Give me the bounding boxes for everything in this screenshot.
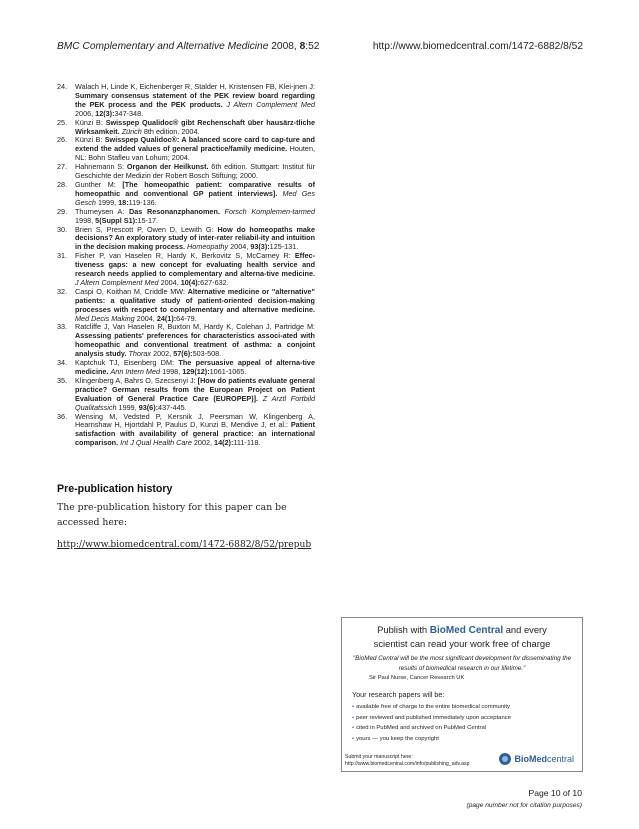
reference-number: 36. — [57, 411, 68, 421]
reference-text — [75, 83, 315, 119]
reference-number: 28. — [57, 179, 68, 189]
ad-headline-line2: scientist can read your work free of charge — [373, 638, 551, 649]
reference-year: 1999, — [118, 402, 139, 412]
reference-journal: Int J Qual Health Care — [120, 438, 194, 448]
reference-item — [57, 163, 315, 181]
reference-pages: 627-632. — [200, 277, 229, 287]
page-footer — [467, 788, 582, 809]
reference-number: 34. — [57, 358, 68, 368]
reference-pages: 119-136. — [128, 197, 157, 207]
reference-year: 2002, — [193, 438, 215, 448]
year: 2008 — [271, 41, 294, 52]
reference-pages: 64-79. — [176, 313, 197, 323]
ad-quote: "BioMed Central will be the most significant development for disseminating the results of biomedical research in our lifetime." — [352, 655, 572, 672]
reference-title: Swisspep Qualidoc®: A balanced score card to cap-ture and extend the added values of general practice/family medicine. — [75, 135, 315, 154]
reference-title: [How do patients evaluate general practice? German results from the European Project on Patient Evaluation of General Practice Care (EUROPEP)]. — [75, 375, 315, 403]
reference-title: Organon der Heilkunst. — [126, 162, 212, 172]
reference-year: 2004, — [230, 242, 251, 252]
prepub-text: The pre-publication history for this paper can be accessed here: — [57, 502, 287, 528]
reference-text — [75, 413, 315, 449]
bullet-icon: • — [352, 725, 355, 732]
reference-year: 1998, — [75, 215, 96, 225]
reference-title: Patient satisfaction with availability of general practice: an international comparison. — [75, 420, 315, 448]
logo-icon — [499, 753, 511, 765]
reference-vol: 57(6): — [173, 349, 193, 359]
volume: 8 — [299, 41, 306, 52]
reference-number: 35. — [57, 375, 68, 385]
bullet-icon: • — [352, 714, 355, 721]
reference-authors: Kaptchuk TJ, Eisenberg DM: — [75, 358, 179, 368]
reference-text — [75, 119, 315, 137]
reference-pages: 503-508. — [192, 349, 222, 359]
reference-text — [75, 136, 315, 163]
reference-year: 2004, — [160, 277, 181, 287]
reference-item — [57, 288, 315, 324]
reference-pages: 125-131. — [269, 242, 299, 252]
reference-text — [75, 226, 315, 253]
reference-title: Alternative medicine or "alternative" patients: a qualitative study of patient-oriented decision-making processes with respect to complementary and alternative medicine. — [75, 286, 315, 314]
reference-authors: Walach H, Linde K, Eichenberger R, Stalder H, Kristensen FB, Klei-jnen J: — [75, 82, 315, 91]
reference-authors: Ratcliffe J, Van Haselen R, Buxton M, Hardy K, Colehan J, Partridge M: — [75, 322, 315, 332]
reference-authors: Hahnemann S: — [75, 162, 127, 172]
reference-pages: 1061-1065. — [209, 367, 247, 376]
reference-authors: Fisher P, van Haselen R, Hardy K, Berkovitz S, McCarney R: — [75, 251, 295, 261]
ad-lead: Your research papers will be: — [352, 690, 445, 699]
reference-number: 30. — [57, 224, 68, 234]
reference-vol: 24(1): — [156, 313, 177, 323]
reference-title: Assessing patients' preferences for characteristics associ-ated with homeopathic and conventional treatment of asthma: a conjoint analysis study. — [75, 331, 315, 359]
reference-vol: 93(6): — [138, 402, 159, 412]
reference-title: Effec-tiveness gaps: a new concept for evaluating health service and research needs applied to complementary and alterna-tive medicine. — [75, 251, 315, 279]
reference-pages: 111-118. — [233, 438, 261, 448]
ad-bullet: • available free of charge to the entire biomedical community — [352, 704, 510, 710]
reference-text — [75, 323, 315, 359]
reference-pages: 8th edition. 2004. — [143, 126, 200, 136]
reference-number: 32. — [57, 286, 68, 296]
journal-citation: BMC Complementary and Alternative Medicine 2008, 8:52 — [57, 41, 320, 52]
reference-text — [75, 252, 315, 288]
ad-headline: Publish with BioMed Central and every scientist can read your work free of charge — [373, 624, 551, 649]
ad-attribution: Sir Paul Nurse, Cancer Research UK — [369, 675, 465, 681]
ad-submit-label: Submit your manuscript here: — [345, 754, 413, 760]
reference-journal: Ann Intern Med — [110, 367, 163, 376]
reference-text — [75, 288, 315, 324]
page-number: Page 10 of 10 — [528, 788, 582, 798]
reference-journal: Z Arztl Fortbild Qualitatssich — [75, 393, 315, 412]
reference-pages: Houten, NL: Bohn Stafleu van Lohum; 2004. — [75, 144, 315, 163]
citation-note: (page number not for citation purposes) — [466, 802, 582, 809]
ad-bullet: • yours — you keep the copyright — [352, 735, 439, 742]
reference-number: 29. — [57, 206, 68, 216]
reference-journal: Forsch Komplemen-tarmed — [224, 206, 315, 216]
reference-year: 2002, — [153, 349, 174, 359]
reference-item — [57, 136, 315, 163]
reference-number: 27. — [57, 162, 68, 172]
reference-vol: 10(4): — [180, 277, 201, 287]
reference-text — [75, 181, 315, 208]
prepub-section — [57, 483, 317, 550]
reference-number: 26. — [57, 135, 68, 145]
reference-vol: 14(2): — [214, 438, 234, 448]
reference-pages: 6th edition. Stuttgart: Institut für Geschichte der Medizin der Robert Bosch Stiftung; 2000. — [75, 162, 315, 181]
running-header — [57, 41, 583, 52]
reference-authors: Künzi B: — [75, 135, 105, 145]
reference-authors: Wensing M, Vedsted P, Kersnik J, Peersman W, Klingenberg A, Hearnshaw H, Hjortdahl P, Paulus D, Kunzi B, Mendive J, et al.: — [75, 411, 315, 430]
reference-vol: 129(12): — [182, 367, 210, 376]
reference-authors: Brien S, Prescott P, Owen D, Lewith G: — [75, 224, 218, 234]
reference-text — [75, 163, 315, 181]
reference-vol: 18: — [118, 197, 129, 207]
reference-year: 1998, — [162, 367, 183, 376]
ad-bullet: • peer reviewed and published immediately upon acceptance — [352, 714, 511, 721]
reference-number: 31. — [57, 251, 68, 261]
reference-journal: Zürich — [121, 126, 144, 136]
ad-bullet-list — [342, 702, 582, 744]
reference-vol: 93(3): — [250, 242, 270, 252]
reference-pages: 437-445. — [158, 402, 187, 412]
reference-item — [57, 359, 315, 377]
reference-authors: Thurneysen A: — [75, 206, 130, 216]
reference-title: How do homeopaths make decisions? An exploratory study of inter-rater reliabil-ity and intuition in the decision making process. — [75, 224, 315, 252]
bullet-icon: • — [352, 735, 355, 742]
reference-journal: Homeopathy — [187, 242, 231, 252]
reference-title: [The homeopathic patient: comparative results of homeopathic and conventional GP patient interviews]. — [75, 179, 315, 198]
ad-submit-url[interactable]: http://www.biomedcentral.com/info/publishing_adv.asp — [345, 761, 470, 767]
reference-pages: 15-17. — [137, 215, 159, 225]
reference-authors: Klingenberg A, Bahrs O, Szecsenyi J: — [75, 375, 198, 385]
reference-year: 2004, — [136, 313, 157, 323]
reference-journal: Med Decis Making — [75, 313, 137, 323]
reference-year: 2006, — [75, 108, 96, 118]
journal-name: BMC Complementary and Alternative Medicine — [57, 41, 269, 52]
reference-text — [75, 208, 315, 226]
reference-item — [57, 119, 315, 137]
reference-list — [57, 83, 315, 448]
reference-title: Summary consensus statement of the PEK review board regarding the PEK process and the PEK products. — [75, 90, 315, 109]
reference-authors: Caspi O, Koithan M, Criddle MW: — [75, 286, 188, 296]
biomed-central-logo: BioMed central — [499, 753, 574, 765]
biomed-central-ad[interactable] — [341, 617, 583, 772]
reference-vol: 12(3): — [95, 108, 115, 118]
reference-journal: J Altern Complement Med — [75, 277, 161, 287]
article-number: :52 — [305, 41, 320, 52]
reference-title: The persuasive appeal of alterna-tive medicine. — [75, 358, 315, 376]
prepub-heading: Pre-publication history — [57, 483, 173, 495]
reference-journal: Thorax — [128, 349, 154, 359]
reference-pages: 347-348. — [114, 108, 144, 118]
reference-item — [57, 323, 315, 359]
reference-text — [75, 377, 315, 413]
reference-item — [57, 413, 315, 449]
ad-submit-info — [345, 754, 469, 768]
reference-item — [57, 377, 315, 413]
reference-number: 24. — [57, 82, 68, 91]
reference-journal: Med Ges Gesch — [75, 188, 315, 207]
reference-title: Swisspep Qualidoc® gibt Rechenschaft über hausärz-tliche Wirksamkeit. — [75, 117, 316, 136]
reference-text — [75, 359, 315, 377]
reference-number: 25. — [57, 117, 68, 127]
reference-item — [57, 181, 315, 208]
header-url[interactable]: http://www.biomedcentral.com/1472-6882/8/52 — [372, 41, 583, 52]
reference-authors: Künzi B: — [75, 117, 106, 127]
reference-number: 33. — [57, 322, 68, 332]
reference-item — [57, 252, 315, 288]
reference-item — [57, 83, 315, 119]
reference-year: 1999, — [97, 197, 119, 207]
reference-title: Das Resonanzphanomen. — [129, 206, 225, 216]
ad-brand: BioMed Central — [429, 625, 504, 636]
reference-vol: 5(Suppl S1): — [95, 215, 138, 225]
reference-item — [57, 226, 315, 253]
reference-authors: Gunther M: — [75, 179, 123, 189]
reference-item — [57, 208, 315, 226]
reference-journal: J Altern Complement Med — [226, 99, 316, 109]
ad-bullet: • cited in PubMed and archived on PubMed Central — [352, 725, 487, 732]
prepub-link[interactable]: http://www.biomedcentral.com/1472-6882/8/52/prepub — [57, 540, 312, 550]
bullet-icon: • — [352, 704, 355, 710]
